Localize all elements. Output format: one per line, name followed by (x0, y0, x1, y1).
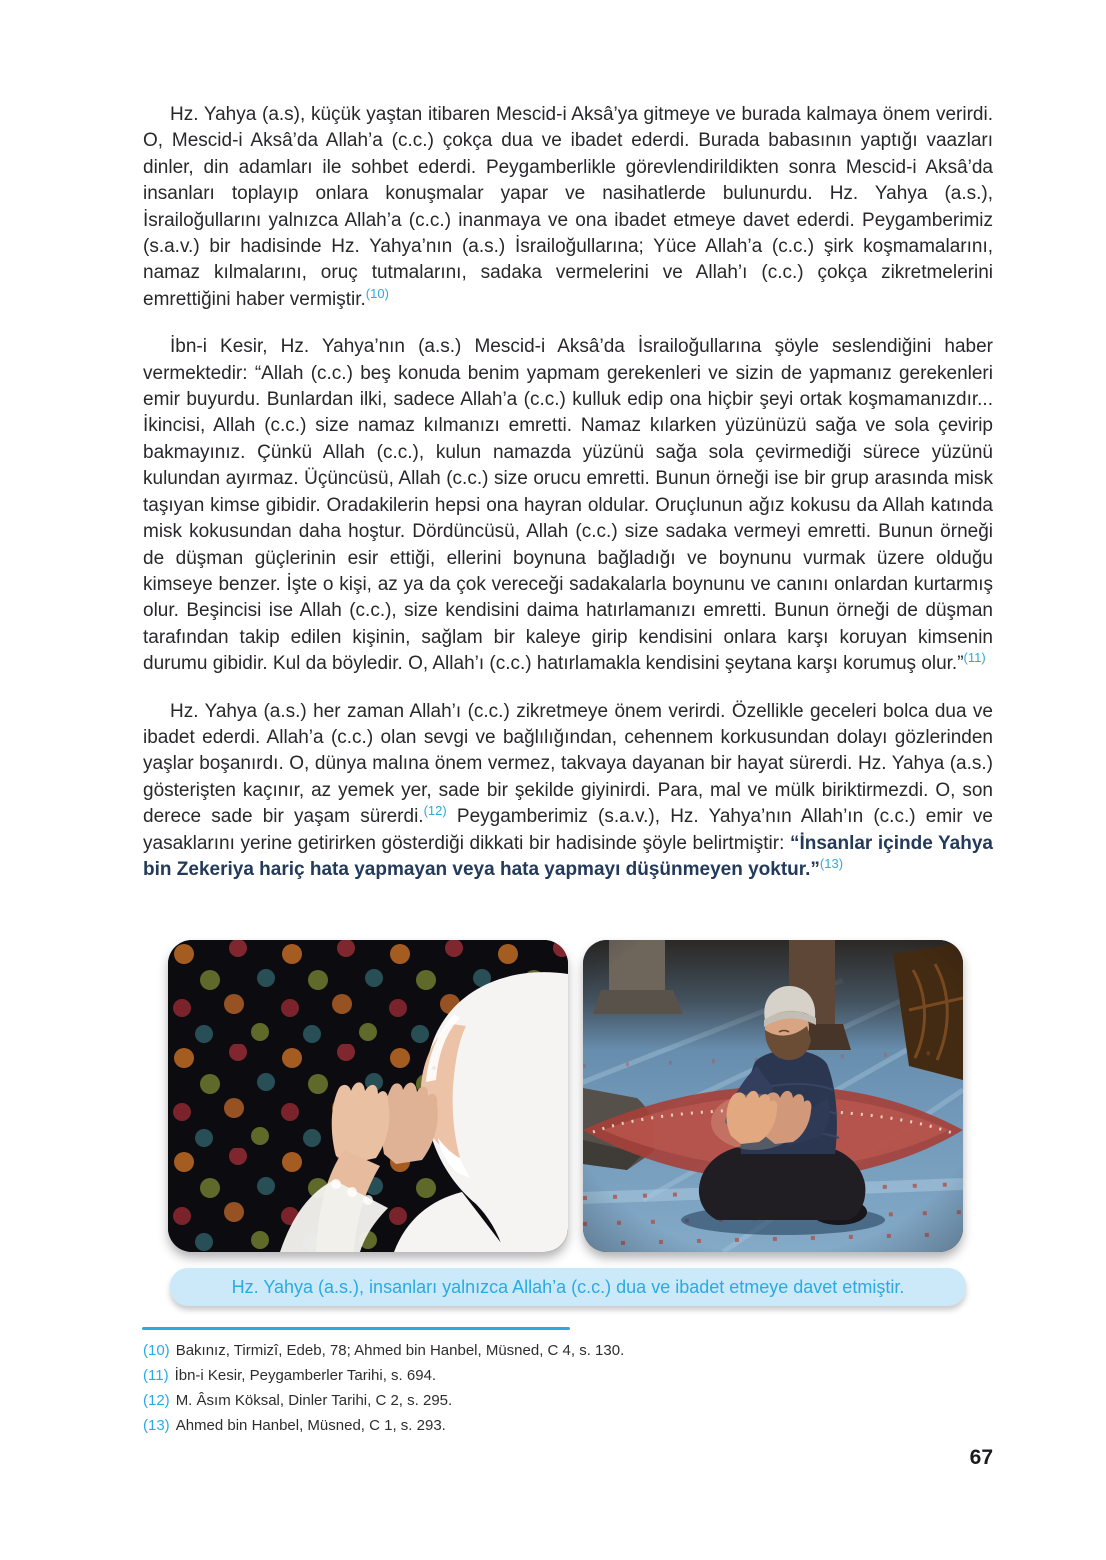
footnote-number: (12) (143, 1392, 170, 1409)
figures-row (168, 940, 963, 1252)
footnote-text: M. Âsım Köksal, Dinler Tarihi, C 2, s. 295. (175, 1392, 453, 1409)
footnote-ref: (11) (963, 650, 986, 666)
paragraph (143, 334, 993, 677)
text-run: Hz. Yahya (a.s), küçük yaştan itibaren Mescid-i Aksâ’ya gitmeye ve burada kalmaya önem verirdi. O, Mescid-i Aksâ’da Allah’a (c.c.) çokça dua ve ibadet ederdi. Burada babasının yaptığı vaazları dinler, din adamları ile sohbet ederdi. Peygamberlikle görevlendirildikten sonra Mescid-i Aksâ’da insanları toplayıp onlara konuşmalar yapar ve nasihatlerde bulunurdu. Hz. Yahya (a.s.), İsrailoğullarını yalnızca Allah’a (c.c.) inanmaya ve ona ibadet etmeye davet ederdi. Peygamberimiz (s.a.v.) bir hadisinde Hz. Yahya’nın (a.s.) İsrailoğullarına; Yüce Allah’a (c.c.) şirk koşmamalarını, namaz kılmalarını, oruç tutmalarını, sadaka vermelerini ve Allah’ı (c.c.) çokça zikretmelerini emrettiğini haber vermiştir. (143, 104, 993, 310)
footnotes (143, 1338, 993, 1438)
body-text (143, 102, 993, 883)
figure-caption: Hz. Yahya (a.s.), insanları yalnızca Allah’a (c.c.) dua ve ibadet etmeye davet etmiştir. (231, 1276, 905, 1297)
footnote (143, 1388, 993, 1413)
footnote (143, 1413, 993, 1438)
text-run: Peygamberimiz (s.a.v.), Hz. Yahya’nın Allah’ın (c.c.) emir ve yasaklarını yerine getirirken gösterdiği dikkati bir hadisinde şöyle belirtmiştir: (143, 806, 993, 854)
footnote-text: İbn-i Kesir, Peygamberler Tarihi, s. 694. (174, 1367, 437, 1384)
paragraph (143, 699, 993, 884)
footnote-ref: (10) (365, 285, 389, 301)
hadith-quote: “İnsanlar içinde Yahya bin Zekeriya hariç hata yapmayan veya hata yapmayı düşünmeyen yoktur.” (143, 832, 993, 880)
footnote-ref: (12) (423, 803, 447, 819)
text-run: İbn-i Kesir, Hz. Yahya’nın (a.s.) Mescid-i Aksâ’da İsrailoğullarına şöyle seslendiğini haber vermektedir: “Allah (c.c.) beş konuda benim yapmam gerekenleri ve sizin de yapmanız gerekenleri emir buyurdu. Bunlardan ilki, sadece Allah’a (c.c.) kulluk edip ona hiçbir şeyi ortak koşmamanızdır... İkincisi, Allah (c.c.) size namaz kılmanızı emretti. Namaz kılarken yüzünüzü sağa ve sola çevirip bakmayınız. Çünkü Allah (c.c.), kulun namazda yüzünü sağa sola çevirmediği sürece yüzünü kulundan ayırmaz. Üçüncüsü, Allah (c.c.) size orucu emretti. Bunun örneği ise bir grup arasında misk taşıyan kimse gibidir. Oradakilerin hepsi ona hayran oldular. Oruçlunun ağız kokusu da Allah katında misk kokusundan daha hoştur. Dördüncüsü, Allah (c.c.) size sadaka vermeyi emretti. Bunun örneği de düşman güçlerinin esir ettiği, ellerini boynuna bağladığı ve boynunu vurmak üzere olduğu kimseye benzer. İşte o kişi, az ya da çok vereceği sadakalarla boynunu ve canını onlardan kurtarmış olur. Beşincisi ise Allah (c.c.), size kendisini daima hatırlamanızı emretti. Bunun örneği de düşman tarafından takip edilen kişinin, sağlam bir kaleye girip kendisini onlara karşı koruyan kimsenin durumu gibidir. Kul da böyledir. O, Allah’ı (c.c.) hatırlamakla kendisini şeytana karşı korumuş olur.” (143, 336, 993, 675)
paragraph (143, 102, 993, 313)
footnote-text: Ahmed bin Hanbel, Müsned, C 1, s. 293. (175, 1417, 446, 1434)
footnote-number: (10) (143, 1342, 170, 1359)
footnote (143, 1338, 993, 1363)
girl-praying-illustration (168, 940, 568, 1252)
footnote-text: Bakınız, Tirmizî, Edeb, 78; Ahmed bin Hanbel, Müsned, C 4, s. 130. (175, 1342, 625, 1359)
footnote (143, 1363, 993, 1388)
photo-man-praying-mosque (583, 940, 963, 1252)
photo-girl-praying (168, 940, 568, 1252)
footnote-number: (11) (143, 1367, 169, 1384)
footnote-ref: (13) (819, 855, 844, 871)
figure-caption-box (170, 1268, 966, 1306)
page-number: 67 (969, 1446, 993, 1469)
footnote-divider (142, 1327, 570, 1330)
man-praying-illustration (583, 940, 963, 1252)
footnote-number: (13) (143, 1417, 170, 1434)
text-run: Hz. Yahya (a.s.) her zaman Allah’ı (c.c.) zikretmeye önem verirdi. Özellikle geceleri bolca dua ve ibadet ederdi. Allah’a (c.c.) olan sevgi ve bağlılığından, cehennem korkusundan dolayı gözlerinden yaşlar boşanırdı. O, dünya malına önem vermez, takvaya dayanan bir hayat sürerdi. Hz. Yahya (a.s.) gösterişten kaçınır, az yemek yer, sade bir şekilde giyinirdi. Para, mal ve mülk biriktirmezdi. O, son derece sade bir yaşam sürerdi. (143, 700, 993, 828)
